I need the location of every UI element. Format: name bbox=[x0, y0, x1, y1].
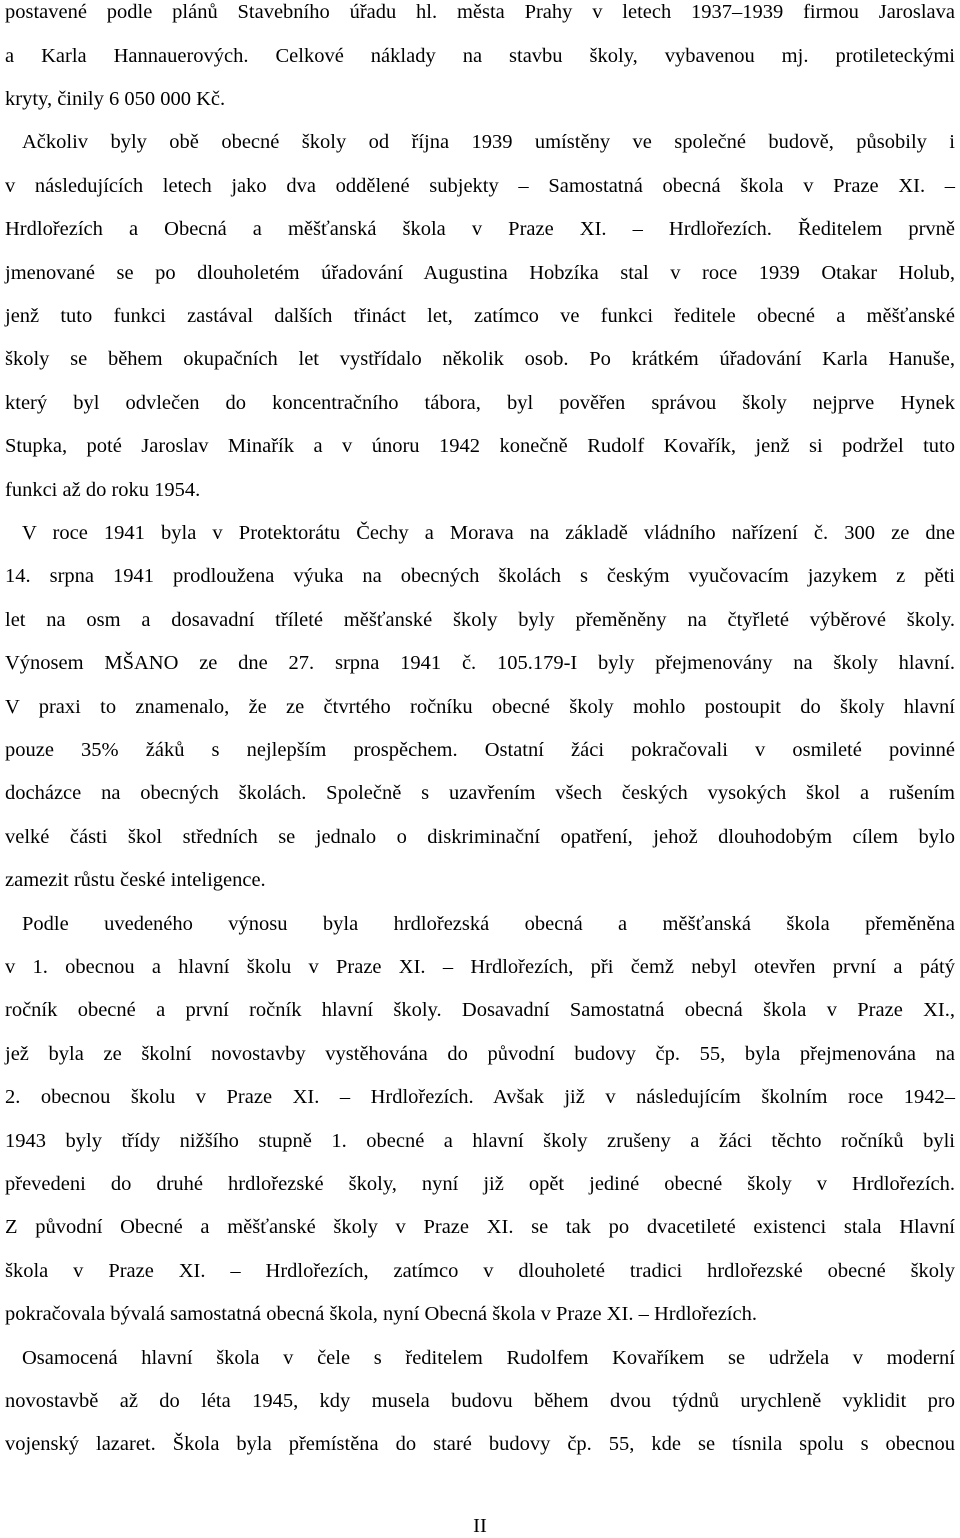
text-line: docházce na obecných školách. Společně s uzavřením všech českých vysokých škol a rušením bbox=[5, 782, 955, 804]
text-line: v 1. obecnou a hlavní školu v Praze XI. – Hrdlořezích, při čemž nebyl otevřen první a pátý bbox=[5, 956, 955, 978]
text-line: Výnosem MŠANO ze dne 27. srpna 1941 č. 105.179-I byly přejmenovány na školy hlavní. bbox=[5, 652, 955, 674]
text-line: ročník obecné a první ročník hlavní školy. Dosavadní Samostatná obecná škola v Praze XI., bbox=[5, 999, 955, 1021]
text-line: a Karla Hannauerových. Celkové náklady na stavbu školy, vybavenou mj. protileteckými bbox=[5, 45, 955, 67]
text-line: který byl odvlečen do koncentračního tábora, byl pověřen správou školy nejprve Hynek bbox=[5, 392, 955, 414]
text-line: zamezit růstu české inteligence. bbox=[5, 869, 266, 891]
text-line: Ačkoliv byly obě obecné školy od října 1939 umístěny ve společné budově, působily i bbox=[22, 131, 955, 153]
text-line: V praxi to znamenalo, že ze čtvrtého ročníku obecné školy mohlo postoupit do školy hlavní bbox=[5, 696, 955, 718]
text-line: V roce 1941 byla v Protektorátu Čechy a Morava na základě vládního nařízení č. 300 ze dne bbox=[22, 522, 955, 544]
text-line: pouze 35% žáků s nejlepším prospěchem. Ostatní žáci pokračovali v osmileté povinné bbox=[5, 739, 955, 761]
text-line: jenž tuto funkci zastával dalších třináct let, zatímco ve funkci ředitele obecné a měšťanské bbox=[5, 305, 955, 327]
text-line: Podle uvedeného výnosu byla hrdlořezská obecná a měšťanská škola přeměněna bbox=[22, 913, 955, 935]
text-line: pokračovala bývalá samostatná obecná škola, nyní Obecná škola v Praze XI. – Hrdlořezích. bbox=[5, 1303, 757, 1325]
text-line: škola v Praze XI. – Hrdlořezích, zatímco v dlouholeté tradici hrdlořezské obecné školy bbox=[5, 1260, 955, 1282]
text-line: vojenský lazaret. Škola byla přemístěna do staré budovy čp. 55, kde se tísnila spolu s obecnou bbox=[5, 1433, 955, 1455]
text-line: 14. srpna 1941 prodloužena výuka na obecných školách s českým vyučovacím jazykem z pěti bbox=[5, 565, 955, 587]
text-line: funkci až do roku 1954. bbox=[5, 479, 201, 501]
page-number: II bbox=[473, 1515, 487, 1537]
text-line: kryty, činily 6 050 000 Kč. bbox=[5, 88, 226, 110]
text-line: v následujících letech jako dva oddělené subjekty – Samostatná obecná škola v Praze XI. – bbox=[5, 175, 955, 197]
text-line: novostavbě až do léta 1945, kdy musela budovu během dvou týdnů urychleně vyklidit pro bbox=[5, 1390, 955, 1412]
text-line: školy se během okupačních let vystřídalo několik osob. Po krátkém úřadování Karla Hanuše, bbox=[5, 348, 955, 370]
text-line: velké části škol středních se jednalo o diskriminační opatření, jehož dlouhodobým cílem bylo bbox=[5, 826, 955, 848]
text-line: jež byla ze školní novostavby vystěhována do původní budovy čp. 55, byla přejmenována na bbox=[5, 1043, 955, 1065]
text-line: Osamocená hlavní škola v čele s ředitelem Rudolfem Kovaříkem se udržela v moderní bbox=[22, 1347, 955, 1369]
text-line: převedeni do druhé hrdlořezské školy, nyní již opět jediné obecné školy v Hrdlořezích. bbox=[5, 1173, 955, 1195]
text-line: 1943 byly třídy nižšího stupně 1. obecné a hlavní školy zrušeny a žáci těchto ročníků byli bbox=[5, 1130, 955, 1152]
text-line: jmenované se po dlouholetém úřadování Augustina Hobzíka stal v roce 1939 Otakar Holub, bbox=[5, 262, 955, 284]
text-line: 2. obecnou školu v Praze XI. – Hrdlořezích. Avšak již v následujícím školním roce 1942– bbox=[5, 1086, 955, 1108]
text-line: Z původní Obecné a měšťanské školy v Praze XI. se tak po dvacetileté existenci stala Hlavní bbox=[5, 1216, 955, 1238]
text-line: postavené podle plánů Stavebního úřadu hl. města Prahy v letech 1937–1939 firmou Jaroslava bbox=[5, 1, 955, 23]
text-line: let na osm a dosavadní tříleté měšťanské školy byly přeměněny na čtyřleté výběrové školy. bbox=[5, 609, 955, 631]
text-line: Stupka, poté Jaroslav Minařík a v únoru 1942 konečně Rudolf Kovařík, jenž si podržel tuto bbox=[5, 435, 955, 457]
text-line: Hrdlořezích a Obecná a měšťanská škola v Praze XI. – Hrdlořezích. Ředitelem prvně bbox=[5, 218, 955, 240]
